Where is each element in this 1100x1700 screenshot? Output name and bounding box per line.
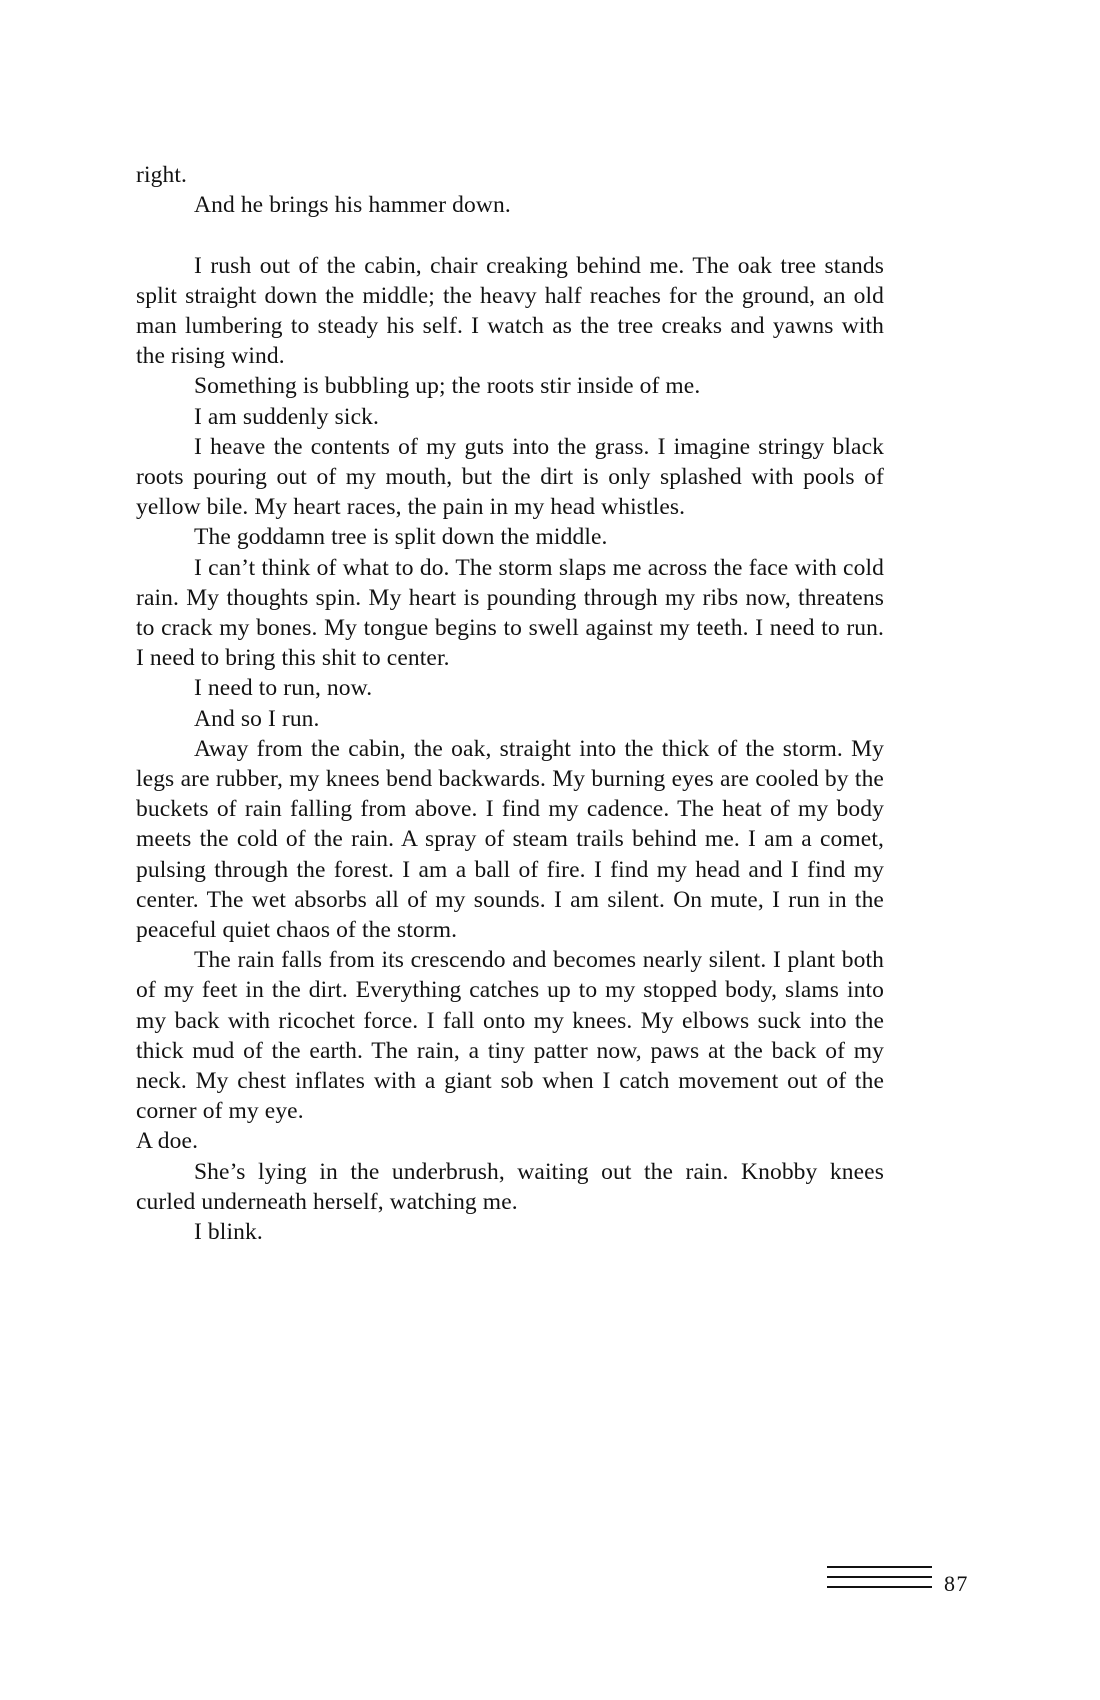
paragraph: I can’t think of what to do. The storm slaps me across the face with cold rain. My thoughts spin. My heart is pounding through my ribs now, threatens to crack my bones. My tongue begins to swell against my teeth. I need to run. I need to bring this shit to center. xyxy=(136,554,884,672)
paragraph: And he brings his hammer down. xyxy=(194,192,511,219)
footer-rule-3 xyxy=(827,1586,932,1588)
paragraph: And so I run. xyxy=(194,705,320,732)
paragraph: The goddamn tree is split down the middle. xyxy=(194,524,608,551)
paragraph-spacer xyxy=(136,220,884,250)
paragraph: I rush out of the cabin, chair creaking behind me. The oak tree stands split straight down the middle; the heavy half reaches for the ground, an old man lumbering to steady his self. I watch as the tree creaks and yawns with the rising wind. xyxy=(136,252,884,370)
paragraph: I need to run, now. xyxy=(194,675,373,702)
page-footer xyxy=(0,1566,1100,1626)
paragraph: The rain falls from its crescendo and becomes nearly silent. I plant both of my feet in the dirt. Everything catches up to my stopped body, slams into my back with ricochet force. I fall onto my knees. My elbows suck into the thick mud of the earth. The rain, a tiny patter now, paws at the back of my neck. My chest inflates with a giant sob when I catch movement out of the corner of my eye. xyxy=(136,947,884,1125)
paragraph: Away from the cabin, the oak, straight into the thick of the storm. My legs are rubber, my knees bend backwards. My burning eyes are cooled by the buckets of rain falling from above. I find my cadence. The heat of my body meets the cold of the rain. A spray of steam trails behind me. I am a comet, pulsing through the forest. I am a ball of fire. I find my head and I find my center. The wet absorbs all of my sounds. I am silent. On mute, I run in the peaceful quiet chaos of the storm. xyxy=(136,735,884,944)
page-number: 87 xyxy=(944,1571,969,1596)
paragraph: A doe. xyxy=(136,1128,199,1155)
paragraph: I heave the contents of my guts into the grass. I imagine stringy black roots pouring out of my mouth, but the dirt is only splashed with pools of yellow bile. My heart races, the pain in my head whistles. xyxy=(136,433,884,521)
footer-rule-2 xyxy=(827,1576,932,1578)
footer-rule-ornament xyxy=(827,1566,932,1588)
body-text-column xyxy=(136,160,884,1247)
paragraph: She’s lying in the underbrush, waiting out the rain. Knobby knees curled underneath herself, watching me. xyxy=(136,1158,884,1215)
paragraph: Something is bubbling up; the roots stir inside of me. xyxy=(194,373,701,400)
paragraph: I am suddenly sick. xyxy=(194,403,379,430)
paragraph: I blink. xyxy=(194,1219,263,1246)
paragraph: right. xyxy=(136,162,187,188)
footer-rule-1 xyxy=(827,1566,932,1568)
